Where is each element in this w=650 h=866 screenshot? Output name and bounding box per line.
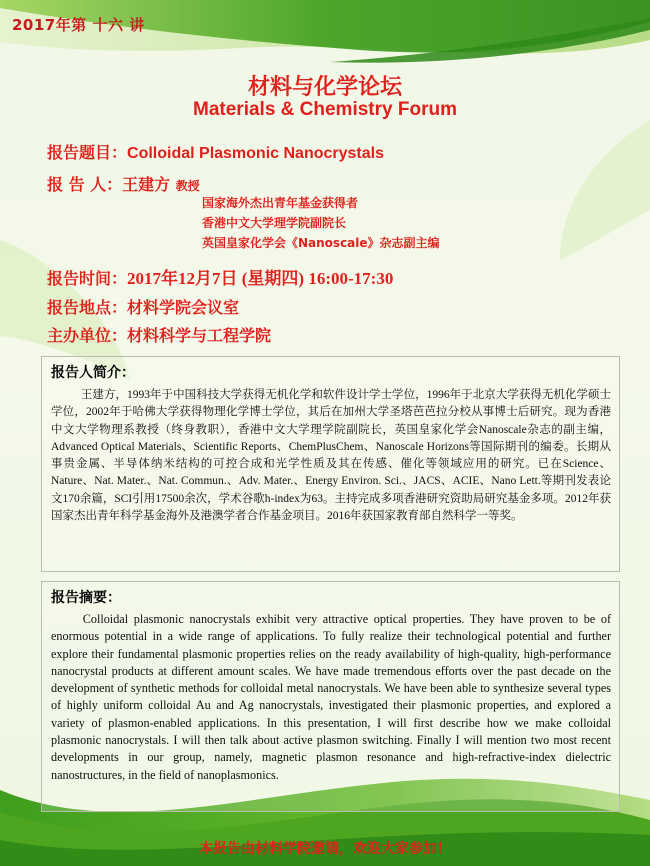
speaker-name: 王建方 [122,175,171,194]
place-label: 报告地点： [47,298,128,317]
credential-item: 国家海外杰出青年基金获得者 [202,196,359,210]
place-row [47,295,239,318]
host-label: 主办单位： [47,326,128,345]
credential-item: 英国皇家化学会《Nanoscale》杂志副主编 [202,236,440,250]
time-label: 报告时间： [47,269,128,288]
forum-title-english: Materials & Chemistry Forum [193,99,457,120]
invitation-footer: 本报告由材料学院邀请，欢迎大家参加！ [199,841,451,857]
speaker-label: 报 告 人： [47,175,123,194]
talk-time: 2017年12月7日 (星期四) 16:00-17:30 [127,269,394,288]
talk-place: 材料学院会议室 [127,298,240,317]
abstract-box [41,581,620,812]
speaker-bio-box [41,356,620,572]
topic-label: 报告题目： [47,143,128,162]
time-row [47,264,393,289]
bio-heading: 报告人简介： [51,365,135,381]
lecture-series-number: 2017年第 十六 讲 [12,16,145,34]
talk-host: 材料科学与工程学院 [127,326,272,345]
speaker-rank: 教授 [175,179,200,193]
abstract-heading: 报告摘要： [51,590,121,606]
forum-title-chinese: 材料与化学论坛 [247,75,402,100]
talk-topic: Colloidal Plasmonic Nanocrystals [127,145,384,162]
abstract-text: Colloidal plasmonic nanocrystals exhibit very attractive optical properties. They have proven to be of enormous potential in a wide range of applications. To fully realize their technological potential and further explore their fundamental plasmonic properties relies on the ready availability of high-quality, high-performance nanocrystal products at different amount scales. We have made tremendous efforts over the past decade on the development of synthetic methods for colloidal metal nanocrystals. We have been able to synthesize several types of highly uniform colloidal Au and Ag nanocrystals, investigated their plasmonic properties, and explored a variety of plasmon-enabled applications. In this presentation, I will first describe how we make colloidal plasmonic nanocrystals. I will then talk about active plasmon switching. Finally I will mention two most recent developments in our group, namely, magnetic plasmon resonance and high-refractive-index dielectric nanostructures, in the field of nanoplasmonics. [51,612,611,782]
credential-item: 香港中文大学理学院副院长 [202,216,347,230]
speaker-credentials [202,193,440,253]
bio-text: 王建方，1993年于中国科技大学获得无机化学和软件设计学士学位，1996年于北京大学获得无机化学硕士学位，2002年于哈佛大学获得物理化学博士学位，其后在加州大学圣塔芭芭拉分校从事博士后研究。现为香港中文大学物理系教授（终身教职），香港中文大学理学院副院长，英国皇家化学会Nanoscale杂志的副主编，Advanced Optical Materials、Scientific Reports、ChemPlusChem、Nanoscale Horizons等国际期刊的编委。长期从事贵金属、半导体纳米结构的可控合成和光学性质及其在传感、催化等领域应用的研究。已在Science、Nature、Nat. Mater.、Nat. Commun.、Adv. Mater.、Energy Environ. Sci.、JACS、ACIE、Nano Lett.等期刊发表论文170余篇，SCI引用17500余次，学术谷歌h-index为63。主持完成多项香港研究资助局研究基金多项。2012年获国家杰出青年科学基金海外及港澳学者合作基金项目。2016年获国家教育部自然科学一等奖。 [51,389,611,523]
topic-row [47,140,384,163]
host-row [47,323,271,346]
speaker-row [47,172,200,195]
